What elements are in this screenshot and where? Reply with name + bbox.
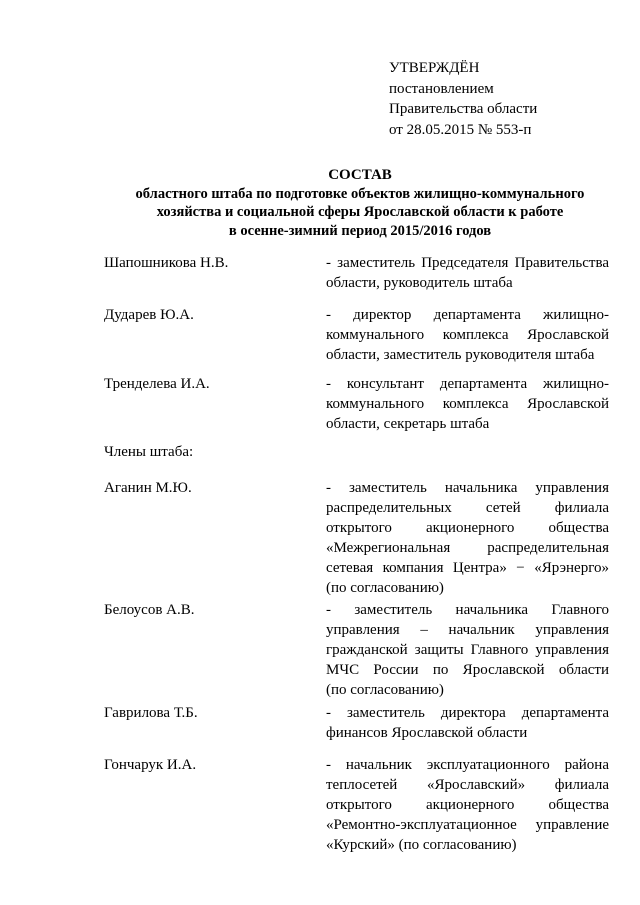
member-role	[326, 374, 609, 434]
approval-resolution: постановлением	[389, 80, 494, 97]
role-line: открытого акционерного общества	[326, 797, 609, 813]
role-line: - заместитель Председателя Правительства	[326, 255, 609, 271]
role-line: области, заместитель руководителя штаба	[326, 347, 595, 363]
role-line: области, секретарь штаба	[326, 416, 490, 432]
title-main: СОСТАВ	[328, 167, 392, 183]
member-role	[326, 253, 609, 293]
role-line: финансов Ярославской области	[326, 725, 528, 741]
role-line: коммунального комплекса Ярославской	[326, 327, 609, 343]
role-line: - заместитель начальника управления	[326, 480, 609, 496]
role-line: (по согласованию)	[326, 682, 444, 698]
role-line: гражданской защиты Главного управления	[326, 642, 609, 658]
role-line: «Ремонтно-эксплуатационное управление	[326, 817, 609, 833]
role-line: МЧС России по Ярославской области	[326, 662, 609, 678]
role-line: - консультант департамента жилищно-	[326, 376, 609, 392]
role-line: распределительных сетей филиала	[326, 500, 609, 516]
role-line: области, руководитель штаба	[326, 275, 513, 291]
member-name: Белоусов А.В.	[104, 602, 195, 618]
role-line: - начальник эксплуатационного района	[326, 757, 609, 773]
role-line: сетевая компания Центра» − «Ярэнерго»	[326, 560, 609, 576]
role-line: открытого акционерного общества	[326, 520, 609, 536]
role-line: - заместитель директора департамента	[326, 705, 609, 721]
member-name: Дударев Ю.А.	[104, 307, 194, 323]
role-line: - директор департамента жилищно-	[326, 307, 609, 323]
role-line: (по согласованию)	[326, 580, 444, 596]
approval-block	[389, 58, 619, 140]
member-role	[326, 600, 609, 700]
member-role	[326, 703, 609, 743]
approval-date-number: от 28.05.2015 № 553-п	[389, 121, 532, 138]
title-line-3: в осенне-зимний период 2015/2016 годов	[228, 222, 492, 239]
member-role	[326, 755, 609, 855]
title-line-2: хозяйства и социальной сферы Ярославской области к работе	[156, 204, 564, 220]
member-name: Гаврилова Т.Б.	[104, 705, 198, 721]
role-line: «Межрегиональная распределительная	[326, 540, 609, 556]
member-role	[326, 305, 609, 365]
member-role	[326, 478, 609, 598]
title-line-1: областного штаба по подготовке объектов жилищно-коммунального	[135, 185, 585, 202]
members-section-label: Члены штаба:	[104, 444, 194, 460]
member-name: Гончарук И.А.	[104, 757, 197, 773]
member-name: Тренделева И.А.	[104, 376, 210, 392]
role-line: управления – начальник управления	[326, 622, 609, 638]
member-name: Аганин М.Ю.	[104, 480, 192, 496]
document-title	[60, 166, 640, 240]
role-line: - заместитель начальника Главного	[326, 602, 609, 618]
approval-authority: Правительства области	[389, 101, 538, 117]
role-line: теплосетей «Ярославский» филиала	[326, 777, 609, 793]
member-name: Шапошникова Н.В.	[104, 255, 229, 271]
role-line: «Курский» (по согласованию)	[326, 837, 517, 853]
role-line: коммунального комплекса Ярославской	[326, 396, 609, 412]
approval-heading: УТВЕРЖДЁН	[389, 60, 480, 76]
